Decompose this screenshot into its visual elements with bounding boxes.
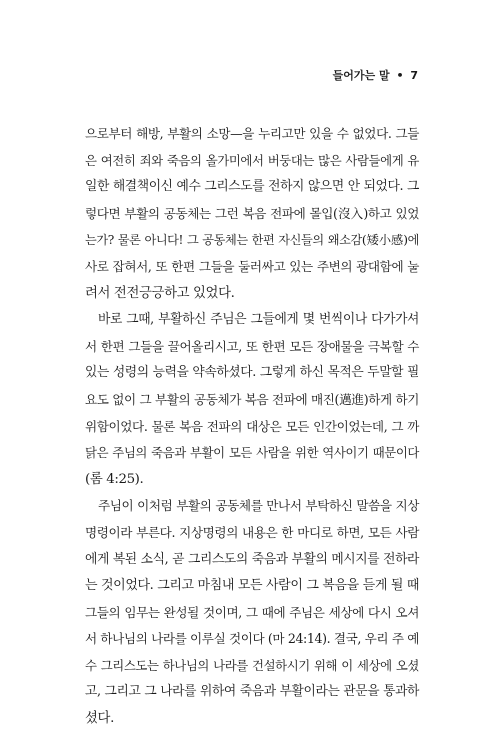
- text-line: 일한 해결책이신 예수 그리스도를 전하지 않으면 안 되었다. 그: [85, 179, 419, 195]
- text-line: 있는 성령의 능력을 약속하셨다. 그렇게 하신 목적은 두말할 필: [85, 365, 419, 381]
- text-line: 주님이 이처럼 부활의 공동체를 만나서 부탁하신 말씀을 지상: [98, 498, 419, 514]
- text-line: 는가? 물론 아니다! 그 공동체는 한편 자신들의 왜소감(矮小感)에: [85, 233, 419, 248]
- paragraph-2: [85, 307, 419, 493]
- page-number: 7: [410, 69, 418, 82]
- text-line: 에게 복된 소식, 곧 그리스도의 죽음과 부활의 메시지를 전하라: [85, 551, 419, 567]
- text-line: 셨다.: [85, 711, 114, 727]
- text-line: 려서 전전긍긍하고 있었다.: [85, 285, 235, 301]
- text-line: 명령이라 부른다. 지상명령의 내용은 한 마디로 하면, 모든 사람: [85, 524, 419, 540]
- text-line: (롬 4:25).: [85, 471, 144, 487]
- text-line: 위함이었다. 물론 복음 전파의 대상은 모든 인간이었는데, 그 까: [85, 418, 419, 434]
- paragraph-3: [85, 493, 419, 732]
- text-line: 그들의 임무는 완성될 것이며, 그 때에 주님은 세상에 다시 오셔: [85, 604, 419, 620]
- paragraph-1: [85, 121, 419, 307]
- text-line: 는 것이었다. 그리고 마침내 모든 사람이 그 복음을 듣게 될 때: [85, 578, 419, 594]
- header-separator: •: [396, 69, 404, 82]
- text-line: 요도 없이 그 부활의 공동체가 복음 전파에 매진(邁進)하게 하기: [85, 391, 419, 407]
- text-line: 수 그리스도는 하나님의 나라를 건설하시기 위해 이 세상에 오셨: [85, 657, 419, 673]
- text-line: 고, 그리고 그 나라를 위하여 죽음과 부활이라는 관문을 통과하: [85, 684, 419, 700]
- running-head: [333, 69, 418, 83]
- body-text: [85, 121, 419, 733]
- text-line: 은 여전히 죄와 죽음의 올가미에서 버둥대는 많은 사람들에게 유: [85, 152, 419, 168]
- text-line: 사로 잡혀서, 또 한편 그들을 둘러싸고 있는 주변의 광대함에 눌: [85, 258, 419, 274]
- text-line: 으로부터 해방, 부활의 소망—을 누리고만 있을 수 없었다. 그들: [85, 126, 419, 141]
- chapter-title: 들어가는 말: [332, 69, 390, 82]
- text-line: 서 하나님의 나라를 이루실 것이다 (마 24:14). 결국, 우리 주 예: [85, 631, 419, 647]
- text-line: 닭은 주님의 죽음과 부활이 모든 사람을 위한 역사이기 때문이다: [85, 445, 419, 461]
- text-line: 렇다면 부활의 공동체는 그런 복음 전파에 몰입(沒入)하고 있었: [85, 205, 419, 221]
- text-line: 서 한편 그들을 끌어올리시고, 또 한편 모든 장애물을 극복할 수: [85, 338, 419, 354]
- text-line: 바로 그때, 부활하신 주님은 그들에게 몇 번씩이나 다가가셔: [98, 312, 419, 328]
